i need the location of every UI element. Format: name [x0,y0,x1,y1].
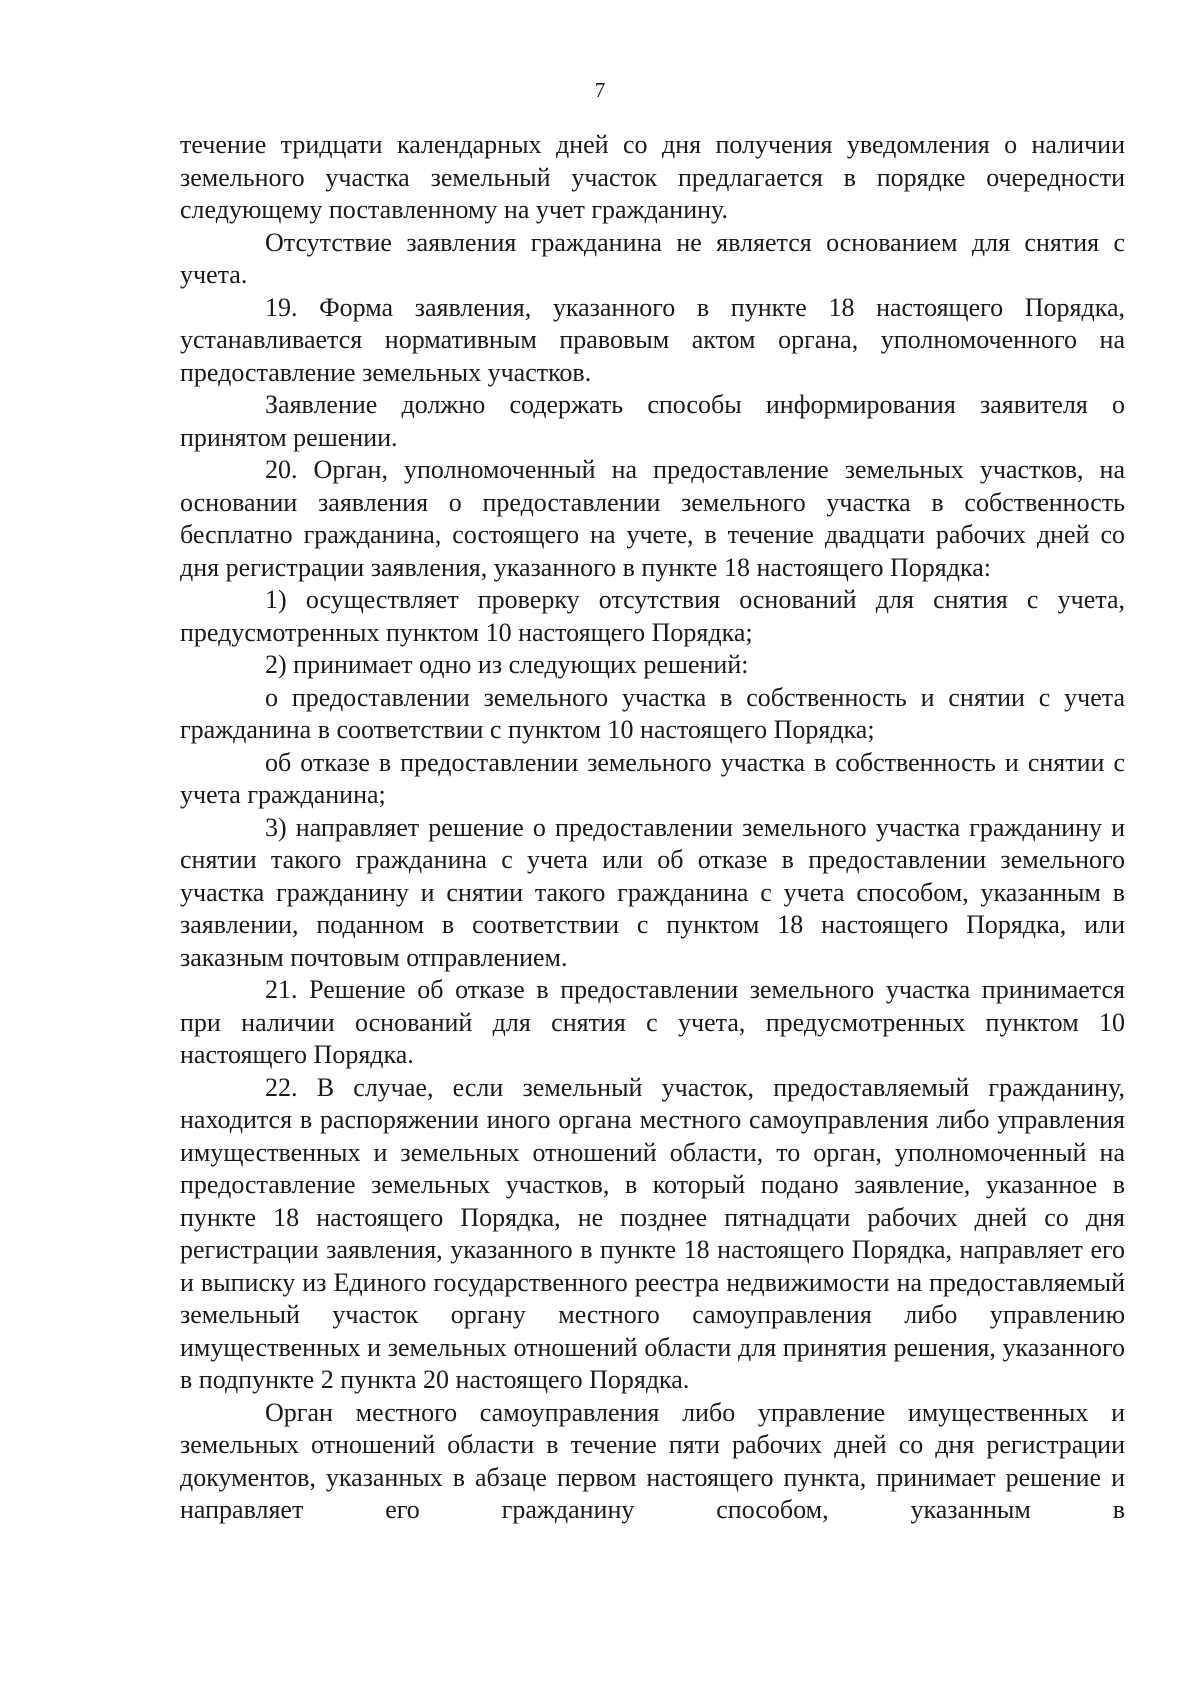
paragraph-item-19: 19. Форма заявления, указанного в пункте 18 настоящего Порядка, устанавливается нормативным правовым актом органа, уполномоченного на предоставление земельных участков. [180,292,1125,387]
paragraph-application-content: Заявление должно содержать способы информирования заявителя о принятом решении. [180,390,1125,452]
page-number: 7 [594,78,606,102]
paragraph-subitem-1: 1) осуществляет проверку отсутствия оснований для снятия с учета, предусмотренных пунктом 10 настоящего Порядка; [180,585,1125,647]
paragraph-absence-of-application: Отсутствие заявления гражданина не является основанием для снятия с учета. [180,227,1125,289]
paragraph-item-22: 22. В случае, если земельный участок, предоставляемый гражданину, находится в распоряжении иного органа местного самоуправления либо управления имущественных и земельных отношений области, то орган, уполномоченный на предоставление земельных участков, в который подано заявление, указанное в пункте 18 настоящего Порядка, не позднее пятнадцати рабочих дней со дня регистрации заявления, указанного в пункте 18 настоящего Порядка, направляет его и выписку из Единого государственного реестра недвижимости на предоставляемый земельный участок органу местного самоуправления либо управлению имущественных и земельных отношений области для принятия решения, указанного в подпункте 2 пункта 20 настоящего Порядка. [180,1072,1125,1394]
paragraph-decision-grant: о предоставлении земельного участка в собственность и снятии с учета гражданина в соответствии с пунктом 10 настоящего Порядка; [180,682,1125,744]
document-body [180,129,1125,1527]
paragraph-decision-refusal: об отказе в предоставлении земельного участка в собственность и снятии с учета гражданина; [180,747,1125,809]
paragraph-local-authority: Орган местного самоуправления либо управление имущественных и земельных отношений области в течение пяти рабочих дней со дня регистрации документов, указанных в абзаце первом настоящего пункта, принимает решение и направляет его гражданину способом, указанным в [180,1397,1125,1524]
paragraph-continuation: течение тридцати календарных дней со дня получения уведомления о наличии земельного участка земельный участок предлагается в порядке очередности следующему поставленному на учет гражданину. [180,130,1125,224]
paragraph-subitem-3: 3) направляет решение о предоставлении земельного участка гражданину и снятии такого гражданина с учета или об отказе в предоставлении земельного участка гражданину и снятии такого гражданина с учета способом, указанным в заявлении, поданном в соответствии с пунктом 18 настоящего Порядка, или заказным почтовым отправлением. [180,812,1125,972]
paragraph-item-20: 20. Орган, уполномоченный на предоставление земельных участков, на основании заявления о предоставлении земельного участка в собственность бесплатно гражданина, состоящего на учете, в течение двадцати рабочих дней со дня регистрации заявления, указанного в пункте 18 настоящего Порядка: [180,455,1125,582]
paragraph-item-21: 21. Решение об отказе в предоставлении земельного участка принимается при наличии оснований для снятия с учета, предусмотренных пунктом 10 настоящего Порядка. [180,975,1125,1069]
paragraph-subitem-2: 2) принимает одно из следующих решений: [265,650,749,679]
